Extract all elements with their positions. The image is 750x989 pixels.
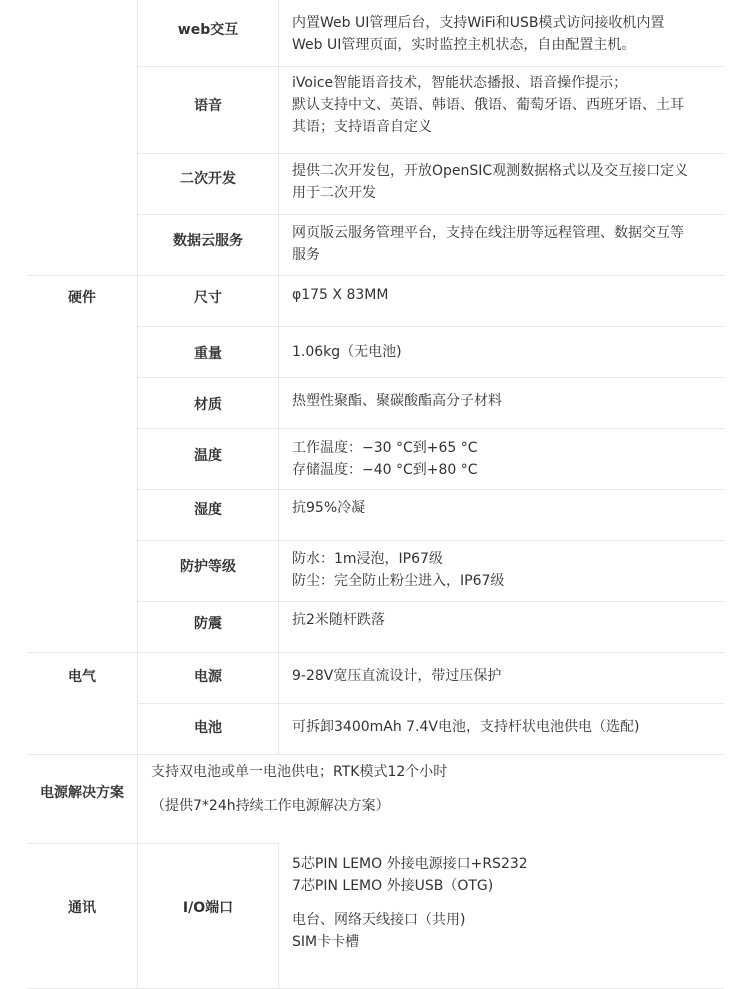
spec-value-line: 9-28V宽压直流设计，带过压保护 (292, 667, 502, 684)
spec-value-cell (279, 489, 725, 540)
line-spacer (151, 783, 279, 795)
spec-name: 尺寸 (194, 289, 222, 306)
spec-name-cell (138, 326, 279, 377)
spec-value-line: iVoice智能语音技术，智能状态播报、语音操作提示； (292, 74, 628, 91)
spec-value-line: 其语；支持语音自定义 (292, 118, 432, 135)
table-row (27, 754, 724, 843)
spec-name: 湿度 (194, 501, 222, 518)
spec-value-line: 抗95%冷凝 (292, 499, 366, 516)
spec-name: 重量 (194, 345, 222, 362)
spec-name: 数据云服务 (173, 232, 243, 249)
spec-value-line: 工作温度：−30 °C到+65 °C (292, 439, 478, 456)
spec-value-line: 内置Web UI管理后台，支持WiFi和USB模式访问接收机内置 (292, 15, 665, 31)
spec-value-cell (279, 326, 725, 377)
spec-name: 二次开发 (180, 170, 236, 187)
category-cell-hardware (27, 275, 138, 652)
spec-value-line: 防尘：完全防止粉尘进入，IP67级 (292, 572, 505, 589)
category-label: 硬件 (68, 289, 96, 306)
spec-value-line: 防水：1m浸泡，IP67级 (292, 550, 443, 567)
spec-value-line: 抗2米随杆跌落 (292, 611, 385, 628)
spec-value-cell (138, 754, 448, 843)
spec-value-cell (279, 0, 725, 66)
spec-value-line: 服务 (292, 246, 320, 263)
spec-name-cell (138, 377, 279, 428)
spec-value-line: 热塑性聚酯、聚碳酸酯高分子材料 (292, 392, 502, 409)
spec-value-line: （提供7*24h持续工作电源解决方案） (151, 797, 390, 814)
spec-value-cell (279, 652, 725, 703)
spec-value-cell (279, 214, 725, 275)
spec-value-cell (279, 843, 725, 988)
spec-value-line: 默认支持中文、英语、韩语、俄语、葡萄牙语、西班牙语、土耳 (292, 96, 684, 113)
category-label: 电气 (68, 668, 96, 685)
table-row (27, 0, 724, 66)
category-cell (27, 0, 138, 275)
spec-value-line: SIM卡卡槽 (292, 934, 360, 950)
spec-name-cell (27, 754, 138, 843)
spec-name: 电源解决方案 (40, 784, 124, 801)
spec-name-cell (138, 843, 279, 988)
category-cell-electrical (27, 652, 138, 754)
spec-name: 防护等级 (180, 558, 236, 575)
spec-value-line: 存储温度：−40 °C到+80 °C (292, 461, 478, 478)
spec-value-line: 7芯PIN LEMO 外接USB（OTG) (292, 878, 494, 894)
spec-name-cell (138, 275, 279, 326)
spec-value-line: Web UI管理页面，实时监控主机状态，自由配置主机。 (292, 37, 636, 53)
spec-name-cell (138, 0, 279, 66)
spec-name: 语音 (194, 97, 222, 114)
spec-value-line: 用于二次开发 (292, 184, 376, 201)
table-row (27, 652, 724, 703)
spec-name-cell (138, 540, 279, 601)
spec-name: 材质 (194, 396, 222, 413)
spec-name: 电源 (194, 668, 222, 685)
spec-value-cell (279, 153, 725, 214)
line-spacer (292, 897, 724, 909)
spec-value-line: 电台、网络天线接口（共用) (292, 912, 466, 928)
spec-value-line: 提供二次开发包，开放OpenSIC观测数据格式以及交互接口定义 (292, 162, 689, 179)
spec-value-cell (279, 703, 725, 754)
spec-table-body (27, 0, 724, 988)
spec-value-cell (279, 540, 725, 601)
spec-name-cell (138, 489, 279, 540)
spec-value-cell (279, 377, 725, 428)
spec-name: 温度 (194, 447, 222, 464)
spec-value-line: 可拆卸3400mAh 7.4V电池，支持杆状电池供电（选配) (292, 718, 640, 735)
category-cell-communication (27, 843, 138, 988)
spec-name-cell (138, 601, 279, 652)
spec-name: I/O端口 (182, 899, 234, 916)
spec-name-cell (138, 703, 279, 754)
table-row (27, 843, 724, 988)
spec-value-cell (279, 66, 725, 153)
spec-name-cell (138, 153, 279, 214)
spec-name-cell (138, 66, 279, 153)
spec-name: 防震 (194, 615, 222, 632)
spec-value-cell (279, 275, 725, 326)
spec-value-line: 5芯PIN LEMO 外接电源接口+RS232 (292, 856, 528, 872)
spec-name: 电池 (194, 719, 222, 736)
table-row (27, 275, 724, 326)
spec-value-cell (279, 601, 725, 652)
spec-value-line: φ175 X 83MM (292, 286, 389, 303)
spec-value-cell (279, 428, 725, 489)
spec-table (27, 0, 724, 989)
spec-value-line: 支持双电池或单一电池供电；RTK模式12个小时 (151, 763, 448, 780)
spec-value-line: 1.06kg（无电池) (292, 343, 402, 360)
spec-name: web交互 (177, 22, 239, 38)
spec-value-line: 网页版云服务管理平台，支持在线注册等远程管理、数据交互等 (292, 224, 684, 241)
spec-name-cell (138, 428, 279, 489)
spec-name-cell (138, 214, 279, 275)
spec-name-cell (138, 652, 279, 703)
category-label: 通讯 (68, 899, 96, 916)
